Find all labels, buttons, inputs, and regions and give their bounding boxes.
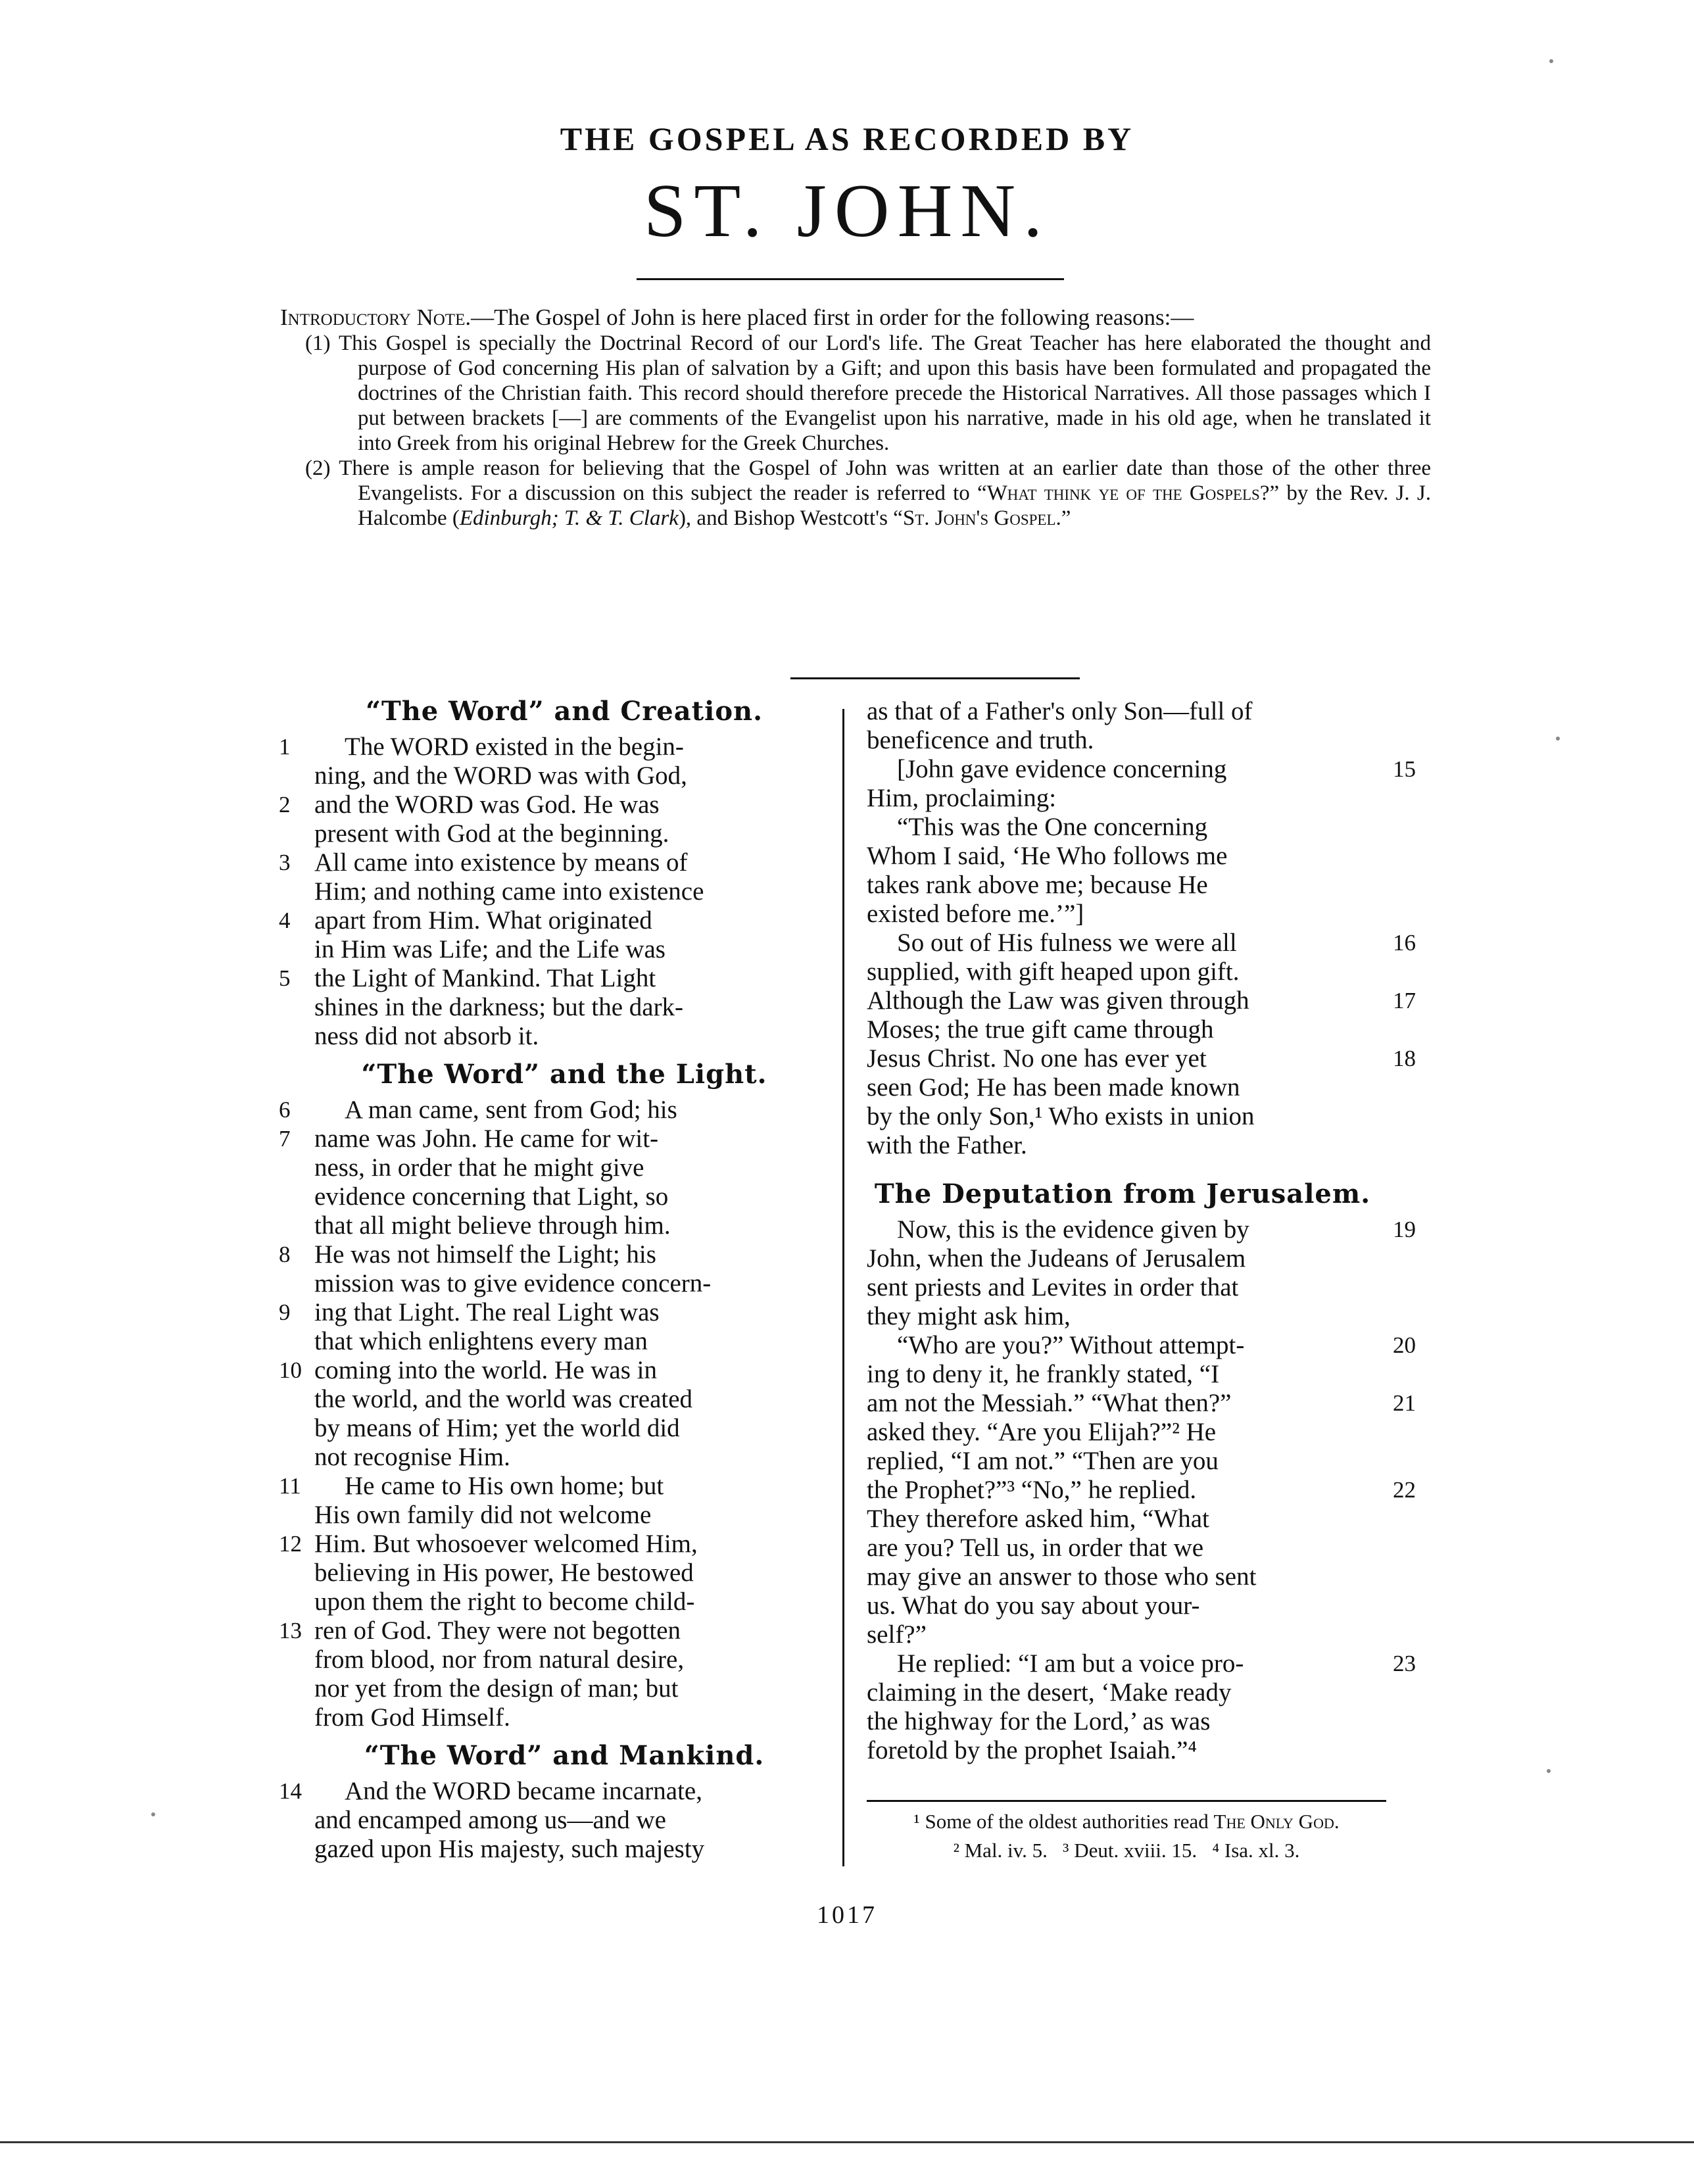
section-heading: “The Word” and Mankind. bbox=[364, 1740, 765, 1771]
verse-text: So out of His fulness we were all bbox=[897, 929, 1237, 957]
verse-text: nor yet from the design of man; but bbox=[314, 1674, 679, 1703]
section-text bbox=[279, 733, 814, 1051]
verse-text: present with God at the beginning. bbox=[314, 819, 669, 848]
verse-line bbox=[867, 1215, 1416, 1244]
verse-line bbox=[867, 1331, 1416, 1360]
verse-text: His own family did not welcome bbox=[314, 1501, 652, 1529]
verse-text: believing in His power, He bestowed bbox=[314, 1559, 694, 1587]
verse-text: that all might believe through him. bbox=[314, 1211, 671, 1240]
verse-line bbox=[314, 819, 814, 848]
verse-text: ness, in order that he might give bbox=[314, 1153, 644, 1182]
scan-speck bbox=[151, 1812, 155, 1816]
publisher-reference: Edinburgh; T. & T. Clark bbox=[459, 506, 679, 530]
verse-number: 15 bbox=[1393, 756, 1416, 782]
introductory-note bbox=[280, 304, 1431, 531]
footnote-rule bbox=[867, 1800, 1386, 1802]
verse-text: the world, and the world was created bbox=[314, 1385, 693, 1413]
verse-text: may give an answer to those who sent bbox=[867, 1563, 1257, 1591]
verse-line bbox=[867, 1073, 1378, 1102]
footnote-3: ³ Deut. xviii. 15. bbox=[1063, 1839, 1198, 1862]
section-heading: “The Word” and the Light. bbox=[361, 1059, 767, 1090]
verse-text: ing that Light. The real Light was bbox=[314, 1298, 660, 1326]
verse-line bbox=[867, 1707, 1378, 1736]
verse-line bbox=[314, 1327, 814, 1356]
verse-line bbox=[314, 1385, 814, 1414]
section-heading: The Deputation from Jerusalem. bbox=[874, 1178, 1371, 1209]
verse-text: with the Father. bbox=[867, 1131, 1027, 1159]
verse-number: 14 bbox=[279, 1778, 302, 1804]
verse-number: 19 bbox=[1393, 1217, 1416, 1242]
verse-line bbox=[867, 784, 1378, 813]
verse-text: beneficence and truth. bbox=[867, 726, 1094, 754]
verse-line bbox=[867, 958, 1378, 986]
verse-number: 22 bbox=[1393, 1477, 1416, 1503]
verse-line bbox=[867, 813, 1378, 842]
intro-rule bbox=[790, 677, 1080, 679]
verse-text: that which enlightens every man bbox=[314, 1327, 648, 1355]
verse-number: 6 bbox=[279, 1097, 291, 1123]
footnote-text: ¹ Some of the oldest authorities read bbox=[913, 1810, 1214, 1833]
verse-line bbox=[279, 1125, 814, 1153]
verse-line bbox=[279, 1616, 814, 1645]
verse-number: 3 bbox=[279, 850, 291, 875]
verse-line bbox=[867, 1591, 1378, 1620]
verse-line bbox=[314, 1806, 814, 1835]
verse-line bbox=[867, 1131, 1378, 1160]
verse-text: and encamped among us—and we bbox=[314, 1806, 666, 1834]
verse-text: gazed upon His majesty, such majesty bbox=[314, 1835, 705, 1863]
intro-item-text: ” by the Rev. J. J. Halcombe ( bbox=[358, 481, 1431, 530]
footnote-2: ² Mal. iv. 5. bbox=[953, 1839, 1048, 1862]
verse-line bbox=[314, 935, 814, 964]
verse-line bbox=[279, 1096, 814, 1125]
verse-text: Whom I said, ‘He Who follows me bbox=[867, 842, 1228, 870]
verse-number: 17 bbox=[1393, 988, 1416, 1013]
footnote-text: The Only God. bbox=[1213, 1810, 1340, 1833]
verse-number: 16 bbox=[1393, 930, 1416, 956]
verse-number: 2 bbox=[279, 792, 291, 817]
right-column bbox=[867, 697, 1416, 1772]
footnote-1 bbox=[867, 1810, 1386, 1833]
title-main: ST. JOHN. bbox=[643, 169, 1051, 253]
verse-line bbox=[867, 1102, 1378, 1131]
verse-line bbox=[314, 1211, 814, 1240]
verse-line bbox=[867, 1244, 1378, 1273]
verse-line bbox=[867, 1389, 1416, 1418]
scan-speck bbox=[1547, 1769, 1551, 1773]
verse-line bbox=[867, 1534, 1378, 1563]
verse-text: coming into the world. He was in bbox=[314, 1356, 657, 1384]
page-number: 1017 bbox=[817, 1901, 877, 1929]
verse-number: 20 bbox=[1393, 1332, 1416, 1358]
intro-lead-text: —The Gospel of John is here placed first in order for the following reasons:— bbox=[471, 304, 1194, 330]
verse-line bbox=[867, 1447, 1378, 1476]
verse-line bbox=[279, 733, 814, 762]
verse-line bbox=[279, 848, 814, 877]
verse-line bbox=[867, 1736, 1378, 1765]
verse-text: claiming in the desert, ‘Make ready bbox=[867, 1678, 1232, 1707]
scan-edge bbox=[0, 2141, 1694, 2143]
verse-text: asked they. “Are you Elijah?”² He bbox=[867, 1418, 1217, 1446]
verse-line bbox=[867, 755, 1416, 784]
intro-item-text: This Gospel is specially the Doctrinal Record of our Lord's life. The Great Teacher has here elaborated the thought and purpose of God concerning His plan of salvation by a Gift; and upon this basis have been formulated and propagated the doctrines of the Christian faith. This record should therefore precede the Historical Narratives. All those passages which I put between brackets [—] are comments of the Evangelist upon his narrative, made in his old age, when he translated it into Greek from his original Hebrew for the Greek Churches. bbox=[338, 331, 1431, 455]
verse-line bbox=[867, 929, 1416, 958]
title-rule bbox=[637, 278, 1064, 280]
verse-line bbox=[867, 1015, 1378, 1044]
verse-line bbox=[314, 1703, 814, 1732]
verse-text: Him. But whosoever welcomed Him, bbox=[314, 1530, 698, 1558]
verse-text: A man came, sent from God; his bbox=[345, 1096, 677, 1124]
section-text bbox=[279, 1777, 814, 1864]
verse-line bbox=[314, 1182, 814, 1211]
intro-item-text: ), and Bishop Westcott's “ bbox=[678, 506, 903, 530]
verse-text: Him; and nothing came into existence bbox=[314, 877, 704, 906]
verse-text: by the only Son,¹ Who exists in union bbox=[867, 1102, 1255, 1130]
section-text bbox=[867, 1215, 1416, 1765]
section-text bbox=[279, 1096, 814, 1732]
verse-number: 23 bbox=[1393, 1651, 1416, 1676]
verse-line bbox=[867, 1505, 1378, 1534]
intro-lead-caps: Introductory Note. bbox=[280, 304, 472, 330]
footnote-4: ⁴ Isa. xl. 3. bbox=[1212, 1839, 1300, 1862]
verse-text: “This was the One concerning bbox=[897, 813, 1208, 841]
verse-line bbox=[867, 900, 1378, 929]
verse-line bbox=[314, 1674, 814, 1703]
verse-line bbox=[279, 1298, 814, 1327]
verse-text: ning, and the WORD was with God, bbox=[314, 762, 687, 790]
verse-line bbox=[314, 1269, 814, 1298]
verse-line bbox=[867, 1273, 1378, 1302]
verse-line bbox=[314, 1153, 814, 1182]
verse-line bbox=[314, 993, 814, 1022]
verse-number: 9 bbox=[279, 1299, 291, 1325]
verse-line bbox=[314, 1443, 814, 1472]
verse-text: All came into existence by means of bbox=[314, 848, 688, 877]
verse-line bbox=[279, 1777, 814, 1806]
intro-item-number: (1) bbox=[305, 331, 331, 355]
title-top: THE GOSPEL AS RECORDED BY bbox=[560, 120, 1134, 157]
verse-line bbox=[867, 871, 1378, 900]
verse-text: as that of a Father's only Son—full of bbox=[867, 697, 1253, 725]
verse-line bbox=[867, 1649, 1416, 1678]
section-text bbox=[867, 697, 1416, 1160]
verse-line bbox=[867, 697, 1378, 726]
verse-line bbox=[867, 842, 1378, 871]
verse-text: not recognise Him. bbox=[314, 1443, 510, 1471]
verse-text: the highway for the Lord,’ as was bbox=[867, 1707, 1211, 1735]
verse-line bbox=[314, 1835, 814, 1864]
verse-line bbox=[867, 1418, 1378, 1447]
intro-item-2 bbox=[280, 456, 1431, 531]
verse-line bbox=[314, 1501, 814, 1530]
verse-text: He came to His own home; but bbox=[345, 1472, 664, 1500]
verse-line bbox=[279, 964, 814, 993]
verse-text: John, when the Judeans of Jerusalem bbox=[867, 1244, 1246, 1273]
intro-item-1 bbox=[280, 331, 1431, 456]
verse-text: sent priests and Levites in order that bbox=[867, 1273, 1239, 1301]
verse-number: 8 bbox=[279, 1242, 291, 1267]
column-divider bbox=[842, 709, 844, 1866]
verse-line bbox=[279, 1240, 814, 1269]
intro-item-text: ” bbox=[1061, 506, 1071, 530]
verse-text: are you? Tell us, in order that we bbox=[867, 1534, 1204, 1562]
verse-line bbox=[279, 906, 814, 935]
verse-text: They therefore asked him, “What bbox=[867, 1505, 1209, 1533]
verse-text: apart from Him. What originated bbox=[314, 906, 652, 934]
verse-text: they might ask him, bbox=[867, 1302, 1071, 1330]
verse-line bbox=[867, 1360, 1378, 1389]
verse-text: replied, “I am not.” “Then are you bbox=[867, 1447, 1219, 1475]
book-reference: What think ye of the Gospels? bbox=[986, 481, 1270, 505]
verse-line bbox=[314, 1414, 814, 1443]
verse-line bbox=[279, 790, 814, 819]
verse-text: Jesus Christ. No one has ever yet bbox=[867, 1044, 1207, 1073]
verse-text: evidence concerning that Light, so bbox=[314, 1182, 669, 1211]
verse-text: foretold by the prophet Isaiah.”⁴ bbox=[867, 1736, 1198, 1764]
verse-text: The WORD existed in the begin- bbox=[345, 733, 684, 761]
left-column bbox=[279, 696, 814, 1870]
verse-text: seen God; He has been made known bbox=[867, 1073, 1240, 1102]
verse-line bbox=[314, 1588, 814, 1616]
verse-text: He replied: “I am but a voice pro- bbox=[897, 1649, 1244, 1678]
intro-item-text: There is ample reason for believing that the Gospel of John was written at an earlier date than those of the other three Evangelists. For a discussion on this subject the reader is referred to “ bbox=[339, 456, 1432, 505]
verse-text: and the WORD was God. He was bbox=[314, 790, 660, 819]
verse-number: 7 bbox=[279, 1126, 291, 1152]
verse-number: 12 bbox=[279, 1531, 302, 1557]
verse-text: existed before me.’”] bbox=[867, 900, 1084, 928]
scan-speck bbox=[1549, 59, 1553, 63]
verse-line bbox=[279, 1530, 814, 1559]
verse-line bbox=[867, 1302, 1378, 1331]
verse-text: self?” bbox=[867, 1620, 927, 1649]
verse-line bbox=[867, 726, 1378, 755]
book-reference: St. John's Gospel. bbox=[902, 506, 1061, 530]
verse-text: Although the Law was given through bbox=[867, 986, 1249, 1015]
verse-text: in Him was Life; and the Life was bbox=[314, 935, 666, 963]
verse-text: [John gave evidence concerning bbox=[897, 755, 1227, 783]
section-heading: “The Word” and Creation. bbox=[365, 696, 763, 727]
footnote-refs bbox=[867, 1839, 1386, 1862]
verse-line bbox=[867, 986, 1416, 1015]
verse-text: from blood, nor from natural desire, bbox=[314, 1645, 685, 1674]
verse-text: from God Himself. bbox=[314, 1703, 510, 1732]
verse-line bbox=[867, 1620, 1378, 1649]
verse-text: And the WORD became incarnate, bbox=[345, 1777, 702, 1805]
verse-text: am not the Messiah.” “What then?” bbox=[867, 1389, 1232, 1417]
verse-text: the Prophet?”³ “No,” he replied. bbox=[867, 1476, 1197, 1504]
verse-text: shines in the darkness; but the dark- bbox=[314, 993, 684, 1021]
verse-line bbox=[314, 1559, 814, 1588]
verse-line bbox=[314, 877, 814, 906]
verse-line bbox=[867, 1044, 1416, 1073]
verse-number: 1 bbox=[279, 734, 291, 760]
verse-number: 18 bbox=[1393, 1046, 1416, 1071]
footnotes bbox=[867, 1810, 1386, 1868]
verse-text: the Light of Mankind. That Light bbox=[314, 964, 656, 992]
scan-speck bbox=[1556, 737, 1560, 740]
verse-line bbox=[867, 1476, 1416, 1505]
verse-text: “Who are you?” Without attempt- bbox=[897, 1331, 1245, 1359]
verse-line bbox=[314, 1022, 814, 1051]
verse-text: Now, this is the evidence given by bbox=[897, 1215, 1249, 1244]
verse-line bbox=[867, 1563, 1378, 1591]
verse-number: 4 bbox=[279, 908, 291, 933]
verse-text: by means of Him; yet the world did bbox=[314, 1414, 680, 1442]
verse-number: 11 bbox=[279, 1473, 301, 1499]
verse-text: Him, proclaiming: bbox=[867, 784, 1057, 812]
verse-text: name was John. He came for wit- bbox=[314, 1125, 659, 1153]
verse-line bbox=[279, 1356, 814, 1385]
intro-item-number: (2) bbox=[305, 456, 331, 480]
verse-number: 13 bbox=[279, 1618, 302, 1643]
verse-text: upon them the right to become child- bbox=[314, 1588, 695, 1616]
verse-text: us. What do you say about your- bbox=[867, 1591, 1200, 1620]
verse-number: 10 bbox=[279, 1357, 302, 1383]
verse-number: 5 bbox=[279, 965, 291, 991]
verse-text: ing to deny it, he frankly stated, “I bbox=[867, 1360, 1220, 1388]
verse-text: ren of God. They were not begotten bbox=[314, 1616, 681, 1645]
verse-number: 21 bbox=[1393, 1390, 1416, 1416]
verse-text: ness did not absorb it. bbox=[314, 1022, 539, 1050]
verse-text: mission was to give evidence concern- bbox=[314, 1269, 712, 1298]
verse-text: takes rank above me; because He bbox=[867, 871, 1208, 899]
verse-line bbox=[279, 1472, 814, 1501]
verse-line bbox=[314, 1645, 814, 1674]
verse-text: supplied, with gift heaped upon gift. bbox=[867, 958, 1240, 986]
verse-text: Moses; the true gift came through bbox=[867, 1015, 1214, 1044]
verse-line bbox=[867, 1678, 1378, 1707]
intro-lead bbox=[280, 304, 1431, 331]
verse-text: He was not himself the Light; his bbox=[314, 1240, 656, 1269]
verse-line bbox=[314, 762, 814, 790]
